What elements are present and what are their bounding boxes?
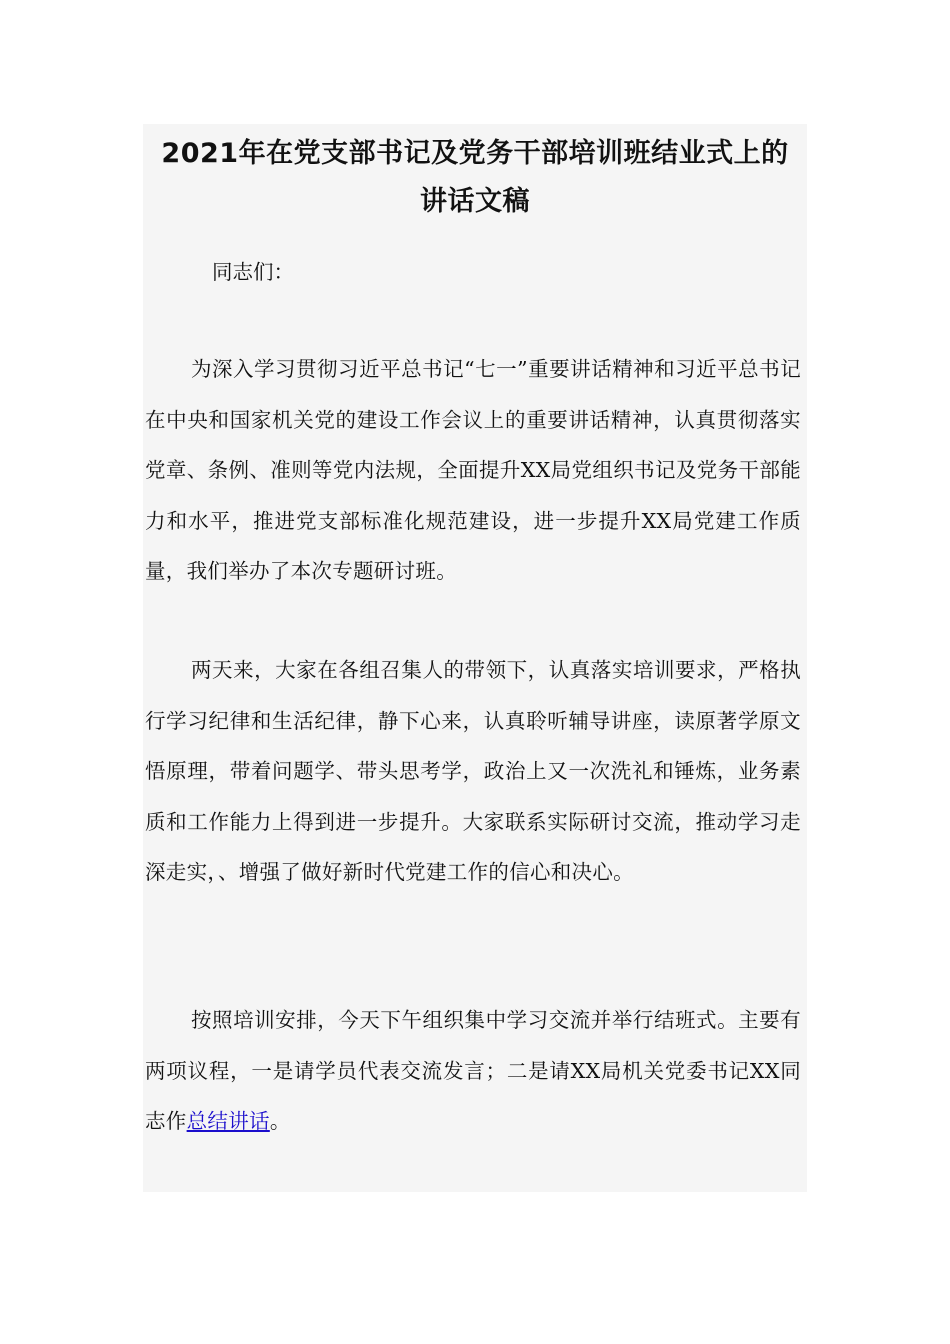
paragraph-3-end: 。 xyxy=(269,1109,291,1133)
title-line-1: 2021年在党支部书记及党务干部培训班结业式上的 xyxy=(161,138,789,169)
title-line-2: 讲话文稿 xyxy=(420,186,530,217)
paragraph-1: 为深入学习贯彻习近平总书记“七一”重要讲话精神和习近平总书记在中央和国家机关党的建设工作会议上的重要讲话精神，认真贯彻落实党章、条例、准则等党内法规，全面提升XX局党组织书记及党务干部能力和水平，推进党支部标准化规范建设，进一步提升XX局党建工作质量，我们举办了本次专题研讨班。 xyxy=(145,357,801,583)
summary-speech-link[interactable]: 总结讲话 xyxy=(186,1109,270,1133)
paragraph-2: 两天来，大家在各组召集人的带领下，认真落实培训要求，严格执行学习纪律和生活纪律，静下心来，认真聆听辅导讲座，读原著学原文悟原理，带着问题学、带头思考学，政治上又一次洗礼和锤炼，业务素质和工作能力上得到进一步提升。大家联系实际研讨交流，推动学习走深走实，、增强了做好新时代党建工作的信心和决心。 xyxy=(145,658,801,884)
paragraph-3 xyxy=(145,995,801,1147)
paragraph-3-text: 按照培训安排，今天下午组织集中学习交流并举行结班式。主要有两项议程，一是请学员代表交流发言；二是请XX局机关党委书记XX同志作 xyxy=(145,1008,801,1133)
greeting: 同志们： xyxy=(212,260,294,284)
document-title xyxy=(143,130,807,226)
